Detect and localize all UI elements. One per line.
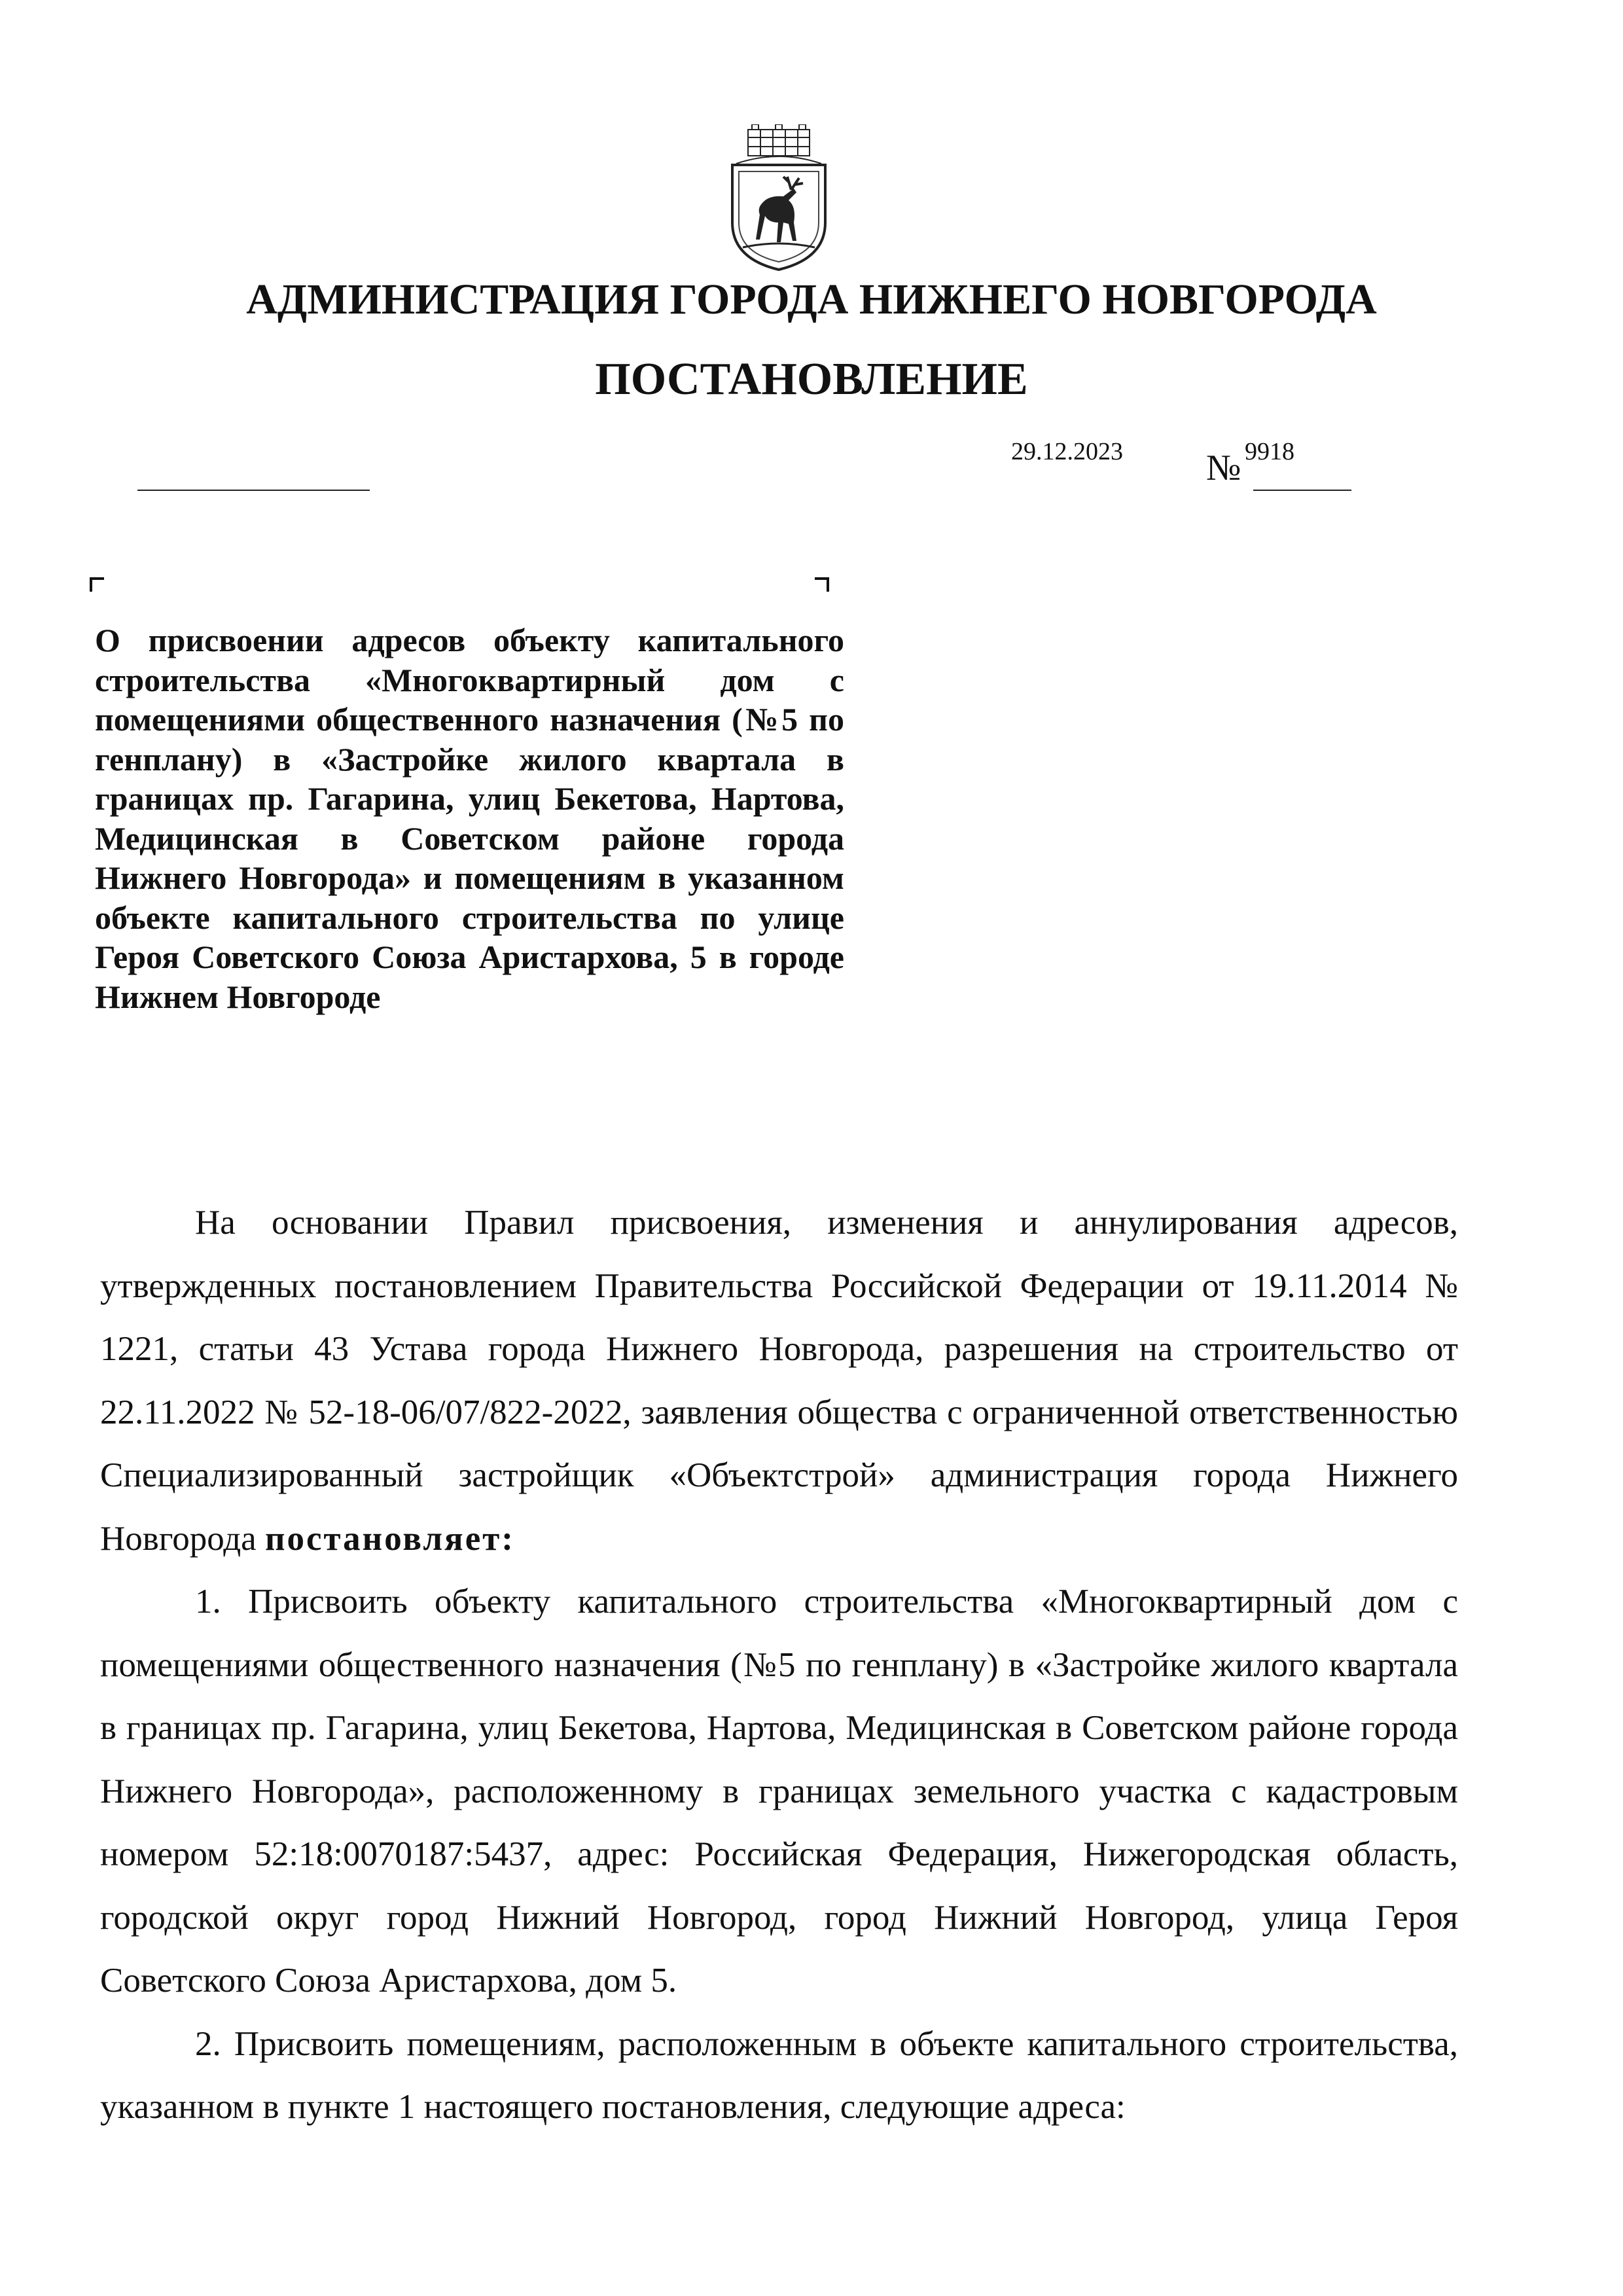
number-sign: № — [1206, 448, 1241, 488]
document-type: ПОСТАНОВЛЕНИЕ — [595, 354, 1028, 404]
date-underline — [137, 490, 370, 491]
document-body — [100, 1191, 1458, 2139]
item-1-paragraph: 1. Присвоить объекту капитального строительства «Многоквартирный дом с помещениями общественного назначения (№5 по генплану) в «Застройке жилого квартала в границах пр. Гагарина, улиц Бекетова, Нартова, Медицинская в Советском районе города Нижнего Новгорода», расположенному в границах земельного участка с кадастровым номером 52:18:0070187:5437, адрес: Российская Федерация, Нижегородская область, городской округ город Нижний Новгород, город Нижний Новгород, улица Героя Советского Союза Аристархова, дом 5. — [100, 1583, 1458, 2000]
coat-of-arms-deer-icon — [723, 124, 834, 272]
preamble-text: На основании Правил присвоения, изменения и аннулирования адресов, утвержденных постановлением Правительства Российской Федерации от 19.11.2014 № 1221, статьи 43 Устава города Нижнего Новгорода, разрешения на строительство от 22.11.2022 № 52-18-06/07/822-2022, заявления общества с ограниченной ответственностью Специализированный застройщик «Объектстрой» администрация города Нижнего Новгорода — [100, 1204, 1458, 1558]
item-2-paragraph: 2. Присвоить помещениям, расположенным в объекте капитального строительства, указанном в пункте 1 настоящего постановления, следующие адреса: — [100, 2024, 1458, 2126]
subject-corner-right — [815, 577, 829, 592]
preamble-paragraph — [100, 1191, 1458, 1570]
document-number: 9918 — [1245, 438, 1294, 465]
document-subject: О присвоении адресов объекту капитального строительства «Многоквартирный дом с помещениями общественного назначения (№5 по генплану) в «Застройке жилого квартала в границах пр. Гагарина, улиц Бекетова, Нартова, Медицинская в Советском районе города Нижнего Новгорода» и помещениям в указанном объекте капитального строительства по улице Героя Советского Союза Аристархова, 5 в городе Нижнем Новгороде — [95, 622, 844, 1015]
subject-corner-left — [90, 577, 104, 592]
number-underline — [1253, 490, 1351, 491]
organization-title: АДМИНИСТРАЦИЯ ГОРОДА НИЖНЕГО НОВГОРОДА — [246, 276, 1377, 323]
document-date: 29.12.2023 — [1011, 438, 1123, 465]
resolves-word: постановляет: — [264, 1519, 515, 1558]
